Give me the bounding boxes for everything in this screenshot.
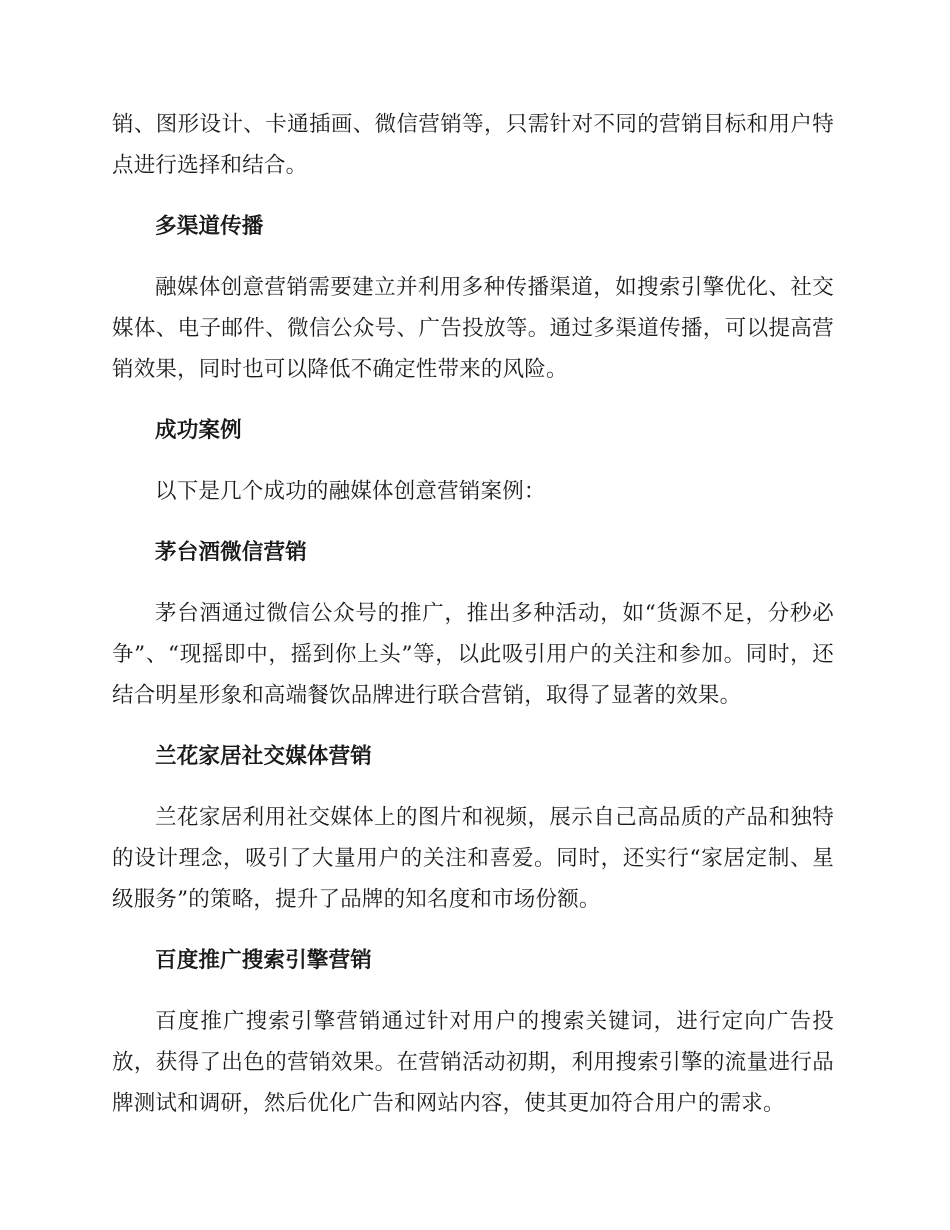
paragraph-lanhua: 兰花家居利用社交媒体上的图片和视频，展示自己高品质的产品和独特的设计理念，吸引了大量用户的关注和喜爱。同时，还实行“家居定制、星级服务”的策略，提升了品牌的知名度和市场份额。 <box>112 805 834 912</box>
section-heading-channels: 多渠道传播 <box>155 214 264 239</box>
paragraph-continued: 销、图形设计、卡通插画、微信营销等，只需针对不同的营销目标和用户特点进行选择和结合。 <box>112 112 834 178</box>
section-heading-cases: 成功案例 <box>155 418 242 443</box>
section-heading-lanhua: 兰花家居社交媒体营销 <box>155 744 373 769</box>
paragraph-maotai: 茅台酒通过微信公众号的推广，推出多种活动，如“货源不足，分秒必争”、“现摇即中，摇到你上头”等，以此吸引用户的关注和参加。同时，还结合明星形象和高端餐饮品牌进行联合营销，取得了显著的效果。 <box>112 601 834 708</box>
paragraph-channels: 融媒体创意营销需要建立并利用多种传播渠道，如搜索引擎优化、社交媒体、电子邮件、微信公众号、广告投放等。通过多渠道传播，可以提高营销效果，同时也可以降低不确定性带来的风险。 <box>112 275 834 382</box>
paragraph-cases-intro: 以下是几个成功的融媒体创意营销案例： <box>155 479 546 504</box>
section-heading-maotai: 茅台酒微信营销 <box>155 540 307 565</box>
section-heading-baidu: 百度推广搜索引擎营销 <box>155 948 373 973</box>
document-body <box>112 104 834 1144</box>
paragraph-baidu: 百度推广搜索引擎营销通过针对用户的搜索关键词，进行定向广告投放，获得了出色的营销效果。在营销活动初期，利用搜索引擎的流量进行品牌测试和调研，然后优化广告和网站内容，使其更加符合用户的需求。 <box>112 1009 834 1116</box>
